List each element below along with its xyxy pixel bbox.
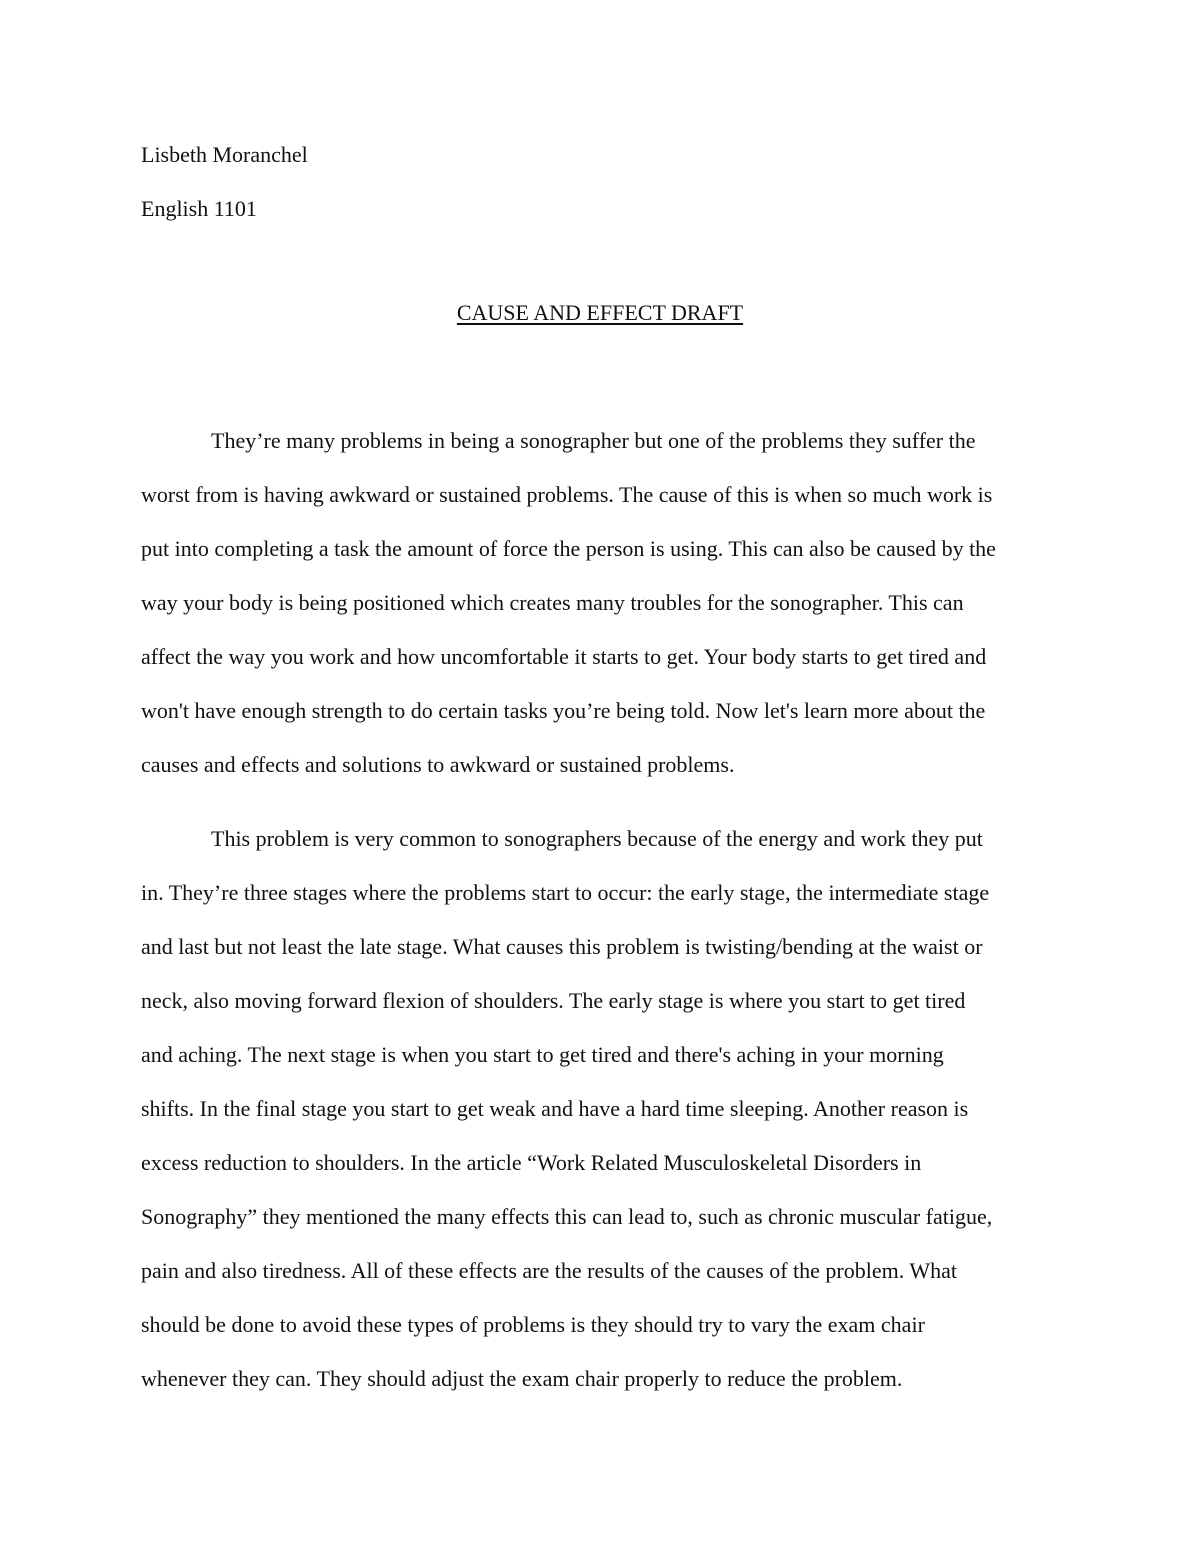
paragraph-line: in. They’re three stages where the problems start to occur: the early stage, the intermediate stage (141, 880, 990, 905)
paragraph-2 (141, 824, 1065, 1418)
paragraph-line: This problem is very common to sonographers because of the energy and work they put (211, 826, 983, 851)
paragraph-line: affect the way you work and how uncomfortable it starts to get. Your body starts to get tired and (141, 644, 987, 669)
paragraph-line: won't have enough strength to do certain tasks you’re being told. Now let's learn more about the (141, 698, 986, 723)
paragraph-line: should be done to avoid these types of problems is they should try to vary the exam chair (141, 1312, 925, 1337)
paragraph-line: and aching. The next stage is when you start to get tired and there's aching in your morning (141, 1042, 944, 1067)
paragraph-line: They’re many problems in being a sonographer but one of the problems they suffer the (211, 428, 976, 453)
author-name: Lisbeth Moranchel (141, 142, 308, 167)
paragraph-line: shifts. In the final stage you start to get weak and have a hard time sleeping. Another reason is (141, 1096, 969, 1121)
document-title (0, 300, 1200, 326)
paragraph-line: and last but not least the late stage. What causes this problem is twisting/bending at the waist or (141, 934, 983, 959)
paragraph-line: Sonography” they mentioned the many effects this can lead to, such as chronic muscular fatigue, (141, 1204, 993, 1229)
document-title-text: CAUSE AND EFFECT DRAFT (456, 300, 744, 325)
course-name: English 1101 (141, 196, 257, 221)
paragraph-line: excess reduction to shoulders. In the article “Work Related Musculoskeletal Disorders in (141, 1150, 922, 1175)
paragraph-1 (141, 426, 1065, 804)
paragraph-line: way your body is being positioned which creates many troubles for the sonographer. This can (141, 590, 964, 615)
paragraph-line: worst from is having awkward or sustained problems. The cause of this is when so much work is (141, 482, 993, 507)
paragraph-line: causes and effects and solutions to awkward or sustained problems. (141, 752, 735, 777)
paragraph-line: put into completing a task the amount of force the person is using. This can also be caused by the (141, 536, 996, 561)
paragraph-line: pain and also tiredness. All of these effects are the results of the causes of the problem. What (141, 1258, 957, 1283)
paragraph-line: neck, also moving forward flexion of shoulders. The early stage is where you start to get tired (141, 988, 966, 1013)
paragraph-line: whenever they can. They should adjust the exam chair properly to reduce the problem. (141, 1366, 903, 1391)
